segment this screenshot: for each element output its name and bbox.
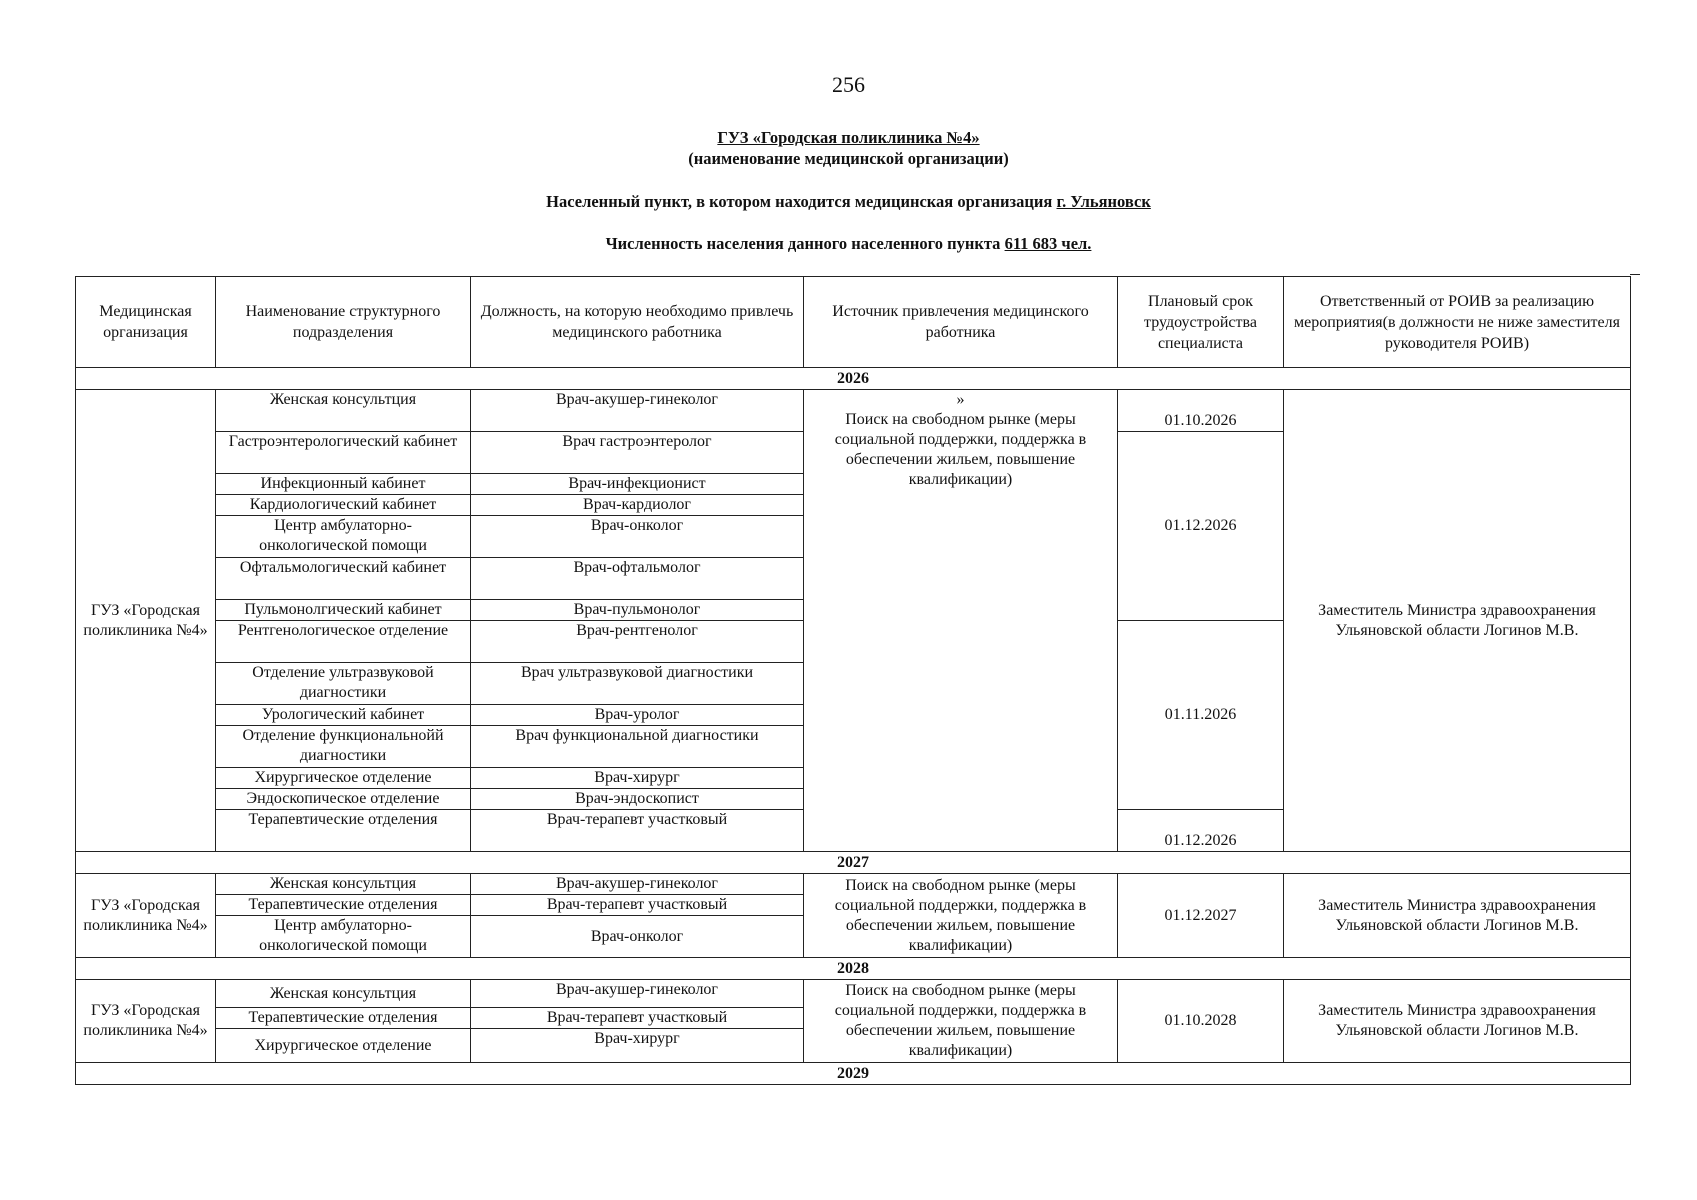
year-row-2028 bbox=[76, 958, 1631, 980]
date-cell: 01.12.2026 bbox=[1118, 810, 1284, 852]
position-cell: Врач функциональной диагностики bbox=[471, 726, 804, 768]
table-row bbox=[76, 390, 1631, 432]
unit-cell: Гастроэнтерологический кабинет bbox=[216, 432, 471, 474]
date-cell: 01.11.2026 bbox=[1118, 621, 1284, 810]
position-cell: Врач-хирург bbox=[471, 1029, 804, 1063]
source-cell bbox=[804, 390, 1118, 852]
source-mark: » bbox=[956, 391, 965, 408]
source-cell: Поиск на свободном рынке (меры социальной поддержки, поддержка в обеспечении жильем, повышение квалификации) bbox=[804, 980, 1118, 1063]
col-header-org: Медицинская организация bbox=[76, 277, 216, 368]
org-name bbox=[0, 128, 1697, 148]
date-cell: 01.12.2026 bbox=[1118, 432, 1284, 621]
header-rule-extension bbox=[1630, 274, 1640, 275]
year-label: 2028 bbox=[76, 958, 1631, 980]
position-cell: Врач-терапевт участковый bbox=[471, 810, 804, 852]
staffing-table bbox=[75, 276, 1631, 1085]
unit-cell: Офтальмологический кабинет bbox=[216, 558, 471, 600]
unit-cell: Эндоскопическое отделение bbox=[216, 789, 471, 810]
unit-cell: Терапевтические отделения bbox=[216, 895, 471, 916]
locality-label: Населенный пункт, в котором находится медицинская организация bbox=[546, 192, 1053, 211]
position-cell: Врач-хирург bbox=[471, 768, 804, 789]
unit-cell: Рентгенологическое отделение bbox=[216, 621, 471, 663]
col-header-date: Плановый срок трудоустройства специалиста bbox=[1118, 277, 1284, 368]
source-cell: Поиск на свободном рынке (меры социальной поддержки, поддержка в обеспечении жильем, повышение квалификации) bbox=[804, 874, 1118, 958]
date-cell: 01.10.2028 bbox=[1118, 980, 1284, 1063]
position-cell: Врач-акушер-гинеколог bbox=[471, 980, 804, 1008]
position-cell: Врач-онколог bbox=[471, 516, 804, 558]
position-cell: Врач ультразвуковой диагностики bbox=[471, 663, 804, 705]
year-row-2027 bbox=[76, 852, 1631, 874]
table-header-row bbox=[76, 277, 1631, 368]
position-cell: Врач-инфекционист bbox=[471, 474, 804, 495]
locality-line bbox=[0, 192, 1697, 212]
col-header-position: Должность, на которую необходимо привлечь медицинского работника bbox=[471, 277, 804, 368]
year-row-2026 bbox=[76, 368, 1631, 390]
unit-cell: Центр амбулаторно-онкологической помощи bbox=[216, 516, 471, 558]
org-caption: (наименование медицинской организации) bbox=[688, 149, 1009, 168]
org-cell: ГУЗ «Городская поликлиника №4» bbox=[76, 390, 216, 852]
unit-cell: Женская консультция bbox=[216, 980, 471, 1008]
year-label: 2027 bbox=[76, 852, 1631, 874]
position-cell: Врач-эндоскопист bbox=[471, 789, 804, 810]
year-label: 2029 bbox=[76, 1063, 1631, 1085]
table-row bbox=[76, 874, 1631, 895]
table-row bbox=[76, 980, 1631, 1008]
position-cell: Врач-кардиолог bbox=[471, 495, 804, 516]
position-cell: Врач-рентгенолог bbox=[471, 621, 804, 663]
col-header-unit: Наименование структурного подразделения bbox=[216, 277, 471, 368]
unit-cell: Пульмонолгический кабинет bbox=[216, 600, 471, 621]
year-row-2029 bbox=[76, 1063, 1631, 1085]
unit-cell: Урологический кабинет bbox=[216, 705, 471, 726]
date-cell: 01.10.2026 bbox=[1118, 390, 1284, 432]
position-cell: Врач-офтальмолог bbox=[471, 558, 804, 600]
responsible-cell: Заместитель Министра здравоохранения Ульяновской области Логинов М.В. bbox=[1284, 390, 1631, 852]
population-value: 611 683 чел. bbox=[1004, 234, 1092, 253]
org-cell: ГУЗ «Городская поликлиника №4» bbox=[76, 980, 216, 1063]
year-label: 2026 bbox=[76, 368, 1631, 390]
unit-cell: Терапевтические отделения bbox=[216, 810, 471, 852]
unit-cell: Центр амбулаторно-онкологической помощи bbox=[216, 916, 471, 958]
responsible-cell: Заместитель Министра здравоохранения Ульяновской области Логинов М.В. bbox=[1284, 980, 1631, 1063]
source-text: Поиск на свободном рынке (меры социальной поддержки, поддержка в обеспечении жильем, повышение квалификации) bbox=[834, 411, 1087, 488]
position-cell: Врач-уролог bbox=[471, 705, 804, 726]
page-number: 256 bbox=[832, 72, 865, 97]
unit-cell: Женская консультция bbox=[216, 390, 471, 432]
unit-cell: Отделение ультразвуковой диагностики bbox=[216, 663, 471, 705]
unit-cell: Хирургическое отделение bbox=[216, 1029, 471, 1063]
unit-cell: Хирургическое отделение bbox=[216, 768, 471, 789]
org-cell: ГУЗ «Городская поликлиника №4» bbox=[76, 874, 216, 958]
unit-cell: Женская консультция bbox=[216, 874, 471, 895]
responsible-cell: Заместитель Министра здравоохранения Ульяновской области Логинов М.В. bbox=[1284, 874, 1631, 958]
position-cell: Врач-терапевт участковый bbox=[471, 1008, 804, 1029]
unit-cell: Инфекционный кабинет bbox=[216, 474, 471, 495]
unit-cell: Кардиологический кабинет bbox=[216, 495, 471, 516]
position-cell: Врач-онколог bbox=[471, 916, 804, 958]
position-cell: Врач-акушер-гинеколог bbox=[471, 390, 804, 432]
col-header-responsible: Ответственный от РОИВ за реализацию мероприятия(в должности не ниже заместителя руководителя РОИВ) bbox=[1284, 277, 1631, 368]
population-line bbox=[0, 234, 1697, 254]
unit-cell: Терапевтические отделения bbox=[216, 1008, 471, 1029]
unit-cell: Отделение функциональнойй диагностики bbox=[216, 726, 471, 768]
org-name-text: ГУЗ «Городская поликлиника №4» bbox=[717, 128, 980, 147]
position-cell: Врач-акушер-гинеколог bbox=[471, 874, 804, 895]
col-header-source: Источник привлечения медицинского работника bbox=[804, 277, 1118, 368]
locality-value: г. Ульяновск bbox=[1056, 192, 1151, 211]
date-cell: 01.12.2027 bbox=[1118, 874, 1284, 958]
position-cell: Врач-пульмонолог bbox=[471, 600, 804, 621]
population-label: Численность населения данного населенного пункта bbox=[605, 234, 1001, 253]
position-cell: Врач гастроэнтеролог bbox=[471, 432, 804, 474]
position-cell: Врач-терапевт участковый bbox=[471, 895, 804, 916]
